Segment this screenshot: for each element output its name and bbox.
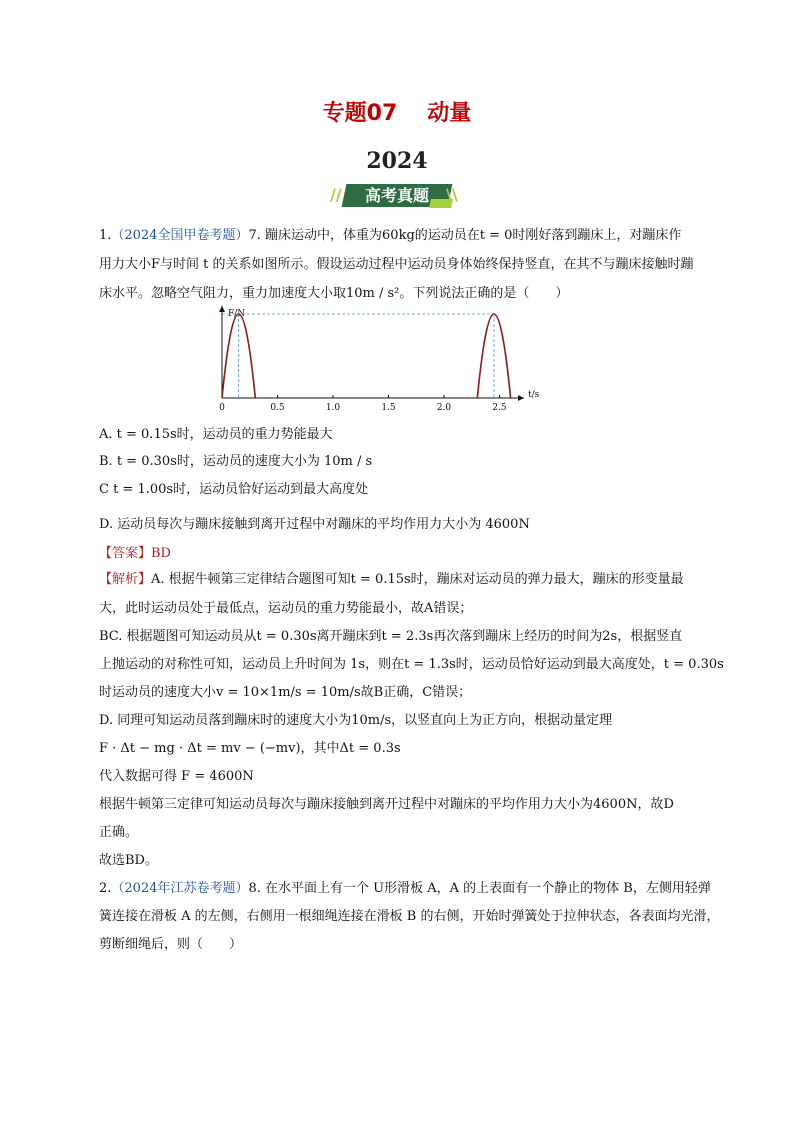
q1-stem-line-2: 用力大小F与时间 t 的关系如图所示。假设运动过程中运动员身体始终保持竖直，在其不与蹦床接触时蹦: [99, 257, 694, 272]
q1-option-d: D. 运动员每次与蹦床接触到离开过程中对蹦床的平均作用力大小为 4600N: [99, 517, 530, 532]
banner-slash-left-icon: //: [330, 185, 342, 204]
x-tick-label: 0.5: [270, 403, 285, 413]
q1-analysis-line-8: 代入数据可得 F = 4600N: [99, 769, 254, 784]
q1-option-a: A. t = 0.15s时，运动员的重力势能最大: [99, 427, 333, 442]
title-topic-number: 专题07: [322, 101, 398, 126]
q1-analysis-line-4: 上抛运动的对称性可知，运动员上升时间为 1s，则在t = 1.3s时，运动员恰好运动到最大高度处，t = 0.30s: [99, 657, 724, 672]
q1-stem-line-1: [99, 227, 681, 245]
q2-number: 2.: [99, 881, 112, 896]
y-axis-arrow-icon: [219, 306, 225, 312]
q1-stem-line-3: 床水平。忽略空气阻力，重力加速度大小取10m / s²。下列说法正确的是（ ）: [99, 286, 569, 301]
q1-analysis-line-5: 时运动员的速度大小v = 10×1m/s = 10m/s故B正确，C错误；: [99, 685, 472, 700]
q2-stem-line-3: 剪断细绳后，则（ ）: [99, 937, 243, 952]
q1-analysis-line-10: 正确。: [99, 825, 139, 840]
x-axis-label: t/s: [528, 390, 540, 400]
banner-label: 高考真题: [364, 186, 429, 205]
q1-option-c: C t = 1.00s时，运动员恰好运动到最大高度处: [99, 482, 369, 497]
q1-analysis-line-1: [99, 571, 684, 589]
q1-analysis-line-6: D. 同理可知运动员落到蹦床时的速度大小为10m/s，以竖直向上为正方向，根据动量定理: [99, 713, 613, 728]
q1-analysis-conclusion: 故选BD。: [99, 853, 158, 868]
q2-source: （2024年江苏卷考题）: [111, 881, 249, 896]
q1-stem-text-1: 7. 蹦床运动中，体重为60kg的运动员在t = 0时刚好落到蹦床上，对蹦床作: [248, 228, 682, 243]
q1-number: 1.: [99, 228, 112, 243]
q1-analysis-tag: 【解析】: [99, 572, 152, 587]
x-tick-label: 0: [219, 403, 225, 413]
section-banner: [330, 181, 464, 211]
x-axis-arrow-icon: [518, 395, 524, 401]
q1-analysis-line-3: BC. 根据题图可知运动员从t = 0.30s离开蹦床到t = 2.3s再次落到蹦床上经历的时间为2s，根据竖直: [99, 629, 683, 644]
force-time-chart-svg: [212, 306, 542, 418]
q1-analysis-line-9: 根据牛顿第三定律可知运动员每次与蹦床接触到离开过程中对蹦床的平均作用力大小为4600N，故D: [99, 797, 674, 812]
q2-stem-line-2: 簧连接在滑板 A 的左侧，右侧用一根细绳连接在滑板 B 的右侧，开始时弹簧处于拉伸状态，各表面均光滑，: [99, 909, 720, 924]
x-tick-label: 2.0: [436, 403, 452, 413]
x-tick-label: 2.5: [492, 403, 507, 413]
title-topic-name: 动量: [427, 101, 472, 126]
q1-analysis-text-1: A. 根据牛顿第三定律结合题图可知t = 0.15s时，蹦床对运动员的弹力最大，蹦床的形变量最: [151, 572, 684, 587]
force-time-chart: [212, 306, 542, 418]
q1-analysis-line-2: 大，此时运动员处于最低点，运动员的重力势能最小，故A错误；: [99, 601, 473, 616]
q2-stem-line-1: [99, 880, 711, 898]
year-heading: 2024: [366, 148, 428, 174]
x-tick-label: 1.5: [381, 403, 396, 413]
q1-source: （2024全国甲卷考题）: [111, 228, 249, 243]
y-axis-label: F/N: [228, 309, 246, 319]
x-tick-label: 1.0: [325, 403, 341, 413]
q2-stem-text-1: 8. 在水平面上有一个 U形滑板 A，A 的上表面有一个静止的物体 B，左侧用轻弹: [248, 881, 711, 896]
q1-option-b: B. t = 0.30s时，运动员的速度大小为 10m / s: [99, 454, 373, 469]
page-title: [0, 96, 794, 127]
q1-answer: 【答案】BD: [99, 546, 171, 561]
banner-slash-right-icon: \\: [446, 185, 458, 204]
q1-analysis-equation: F · Δt − mg · Δt = mv − (−mv)，其中Δt = 0.3s: [99, 741, 401, 756]
